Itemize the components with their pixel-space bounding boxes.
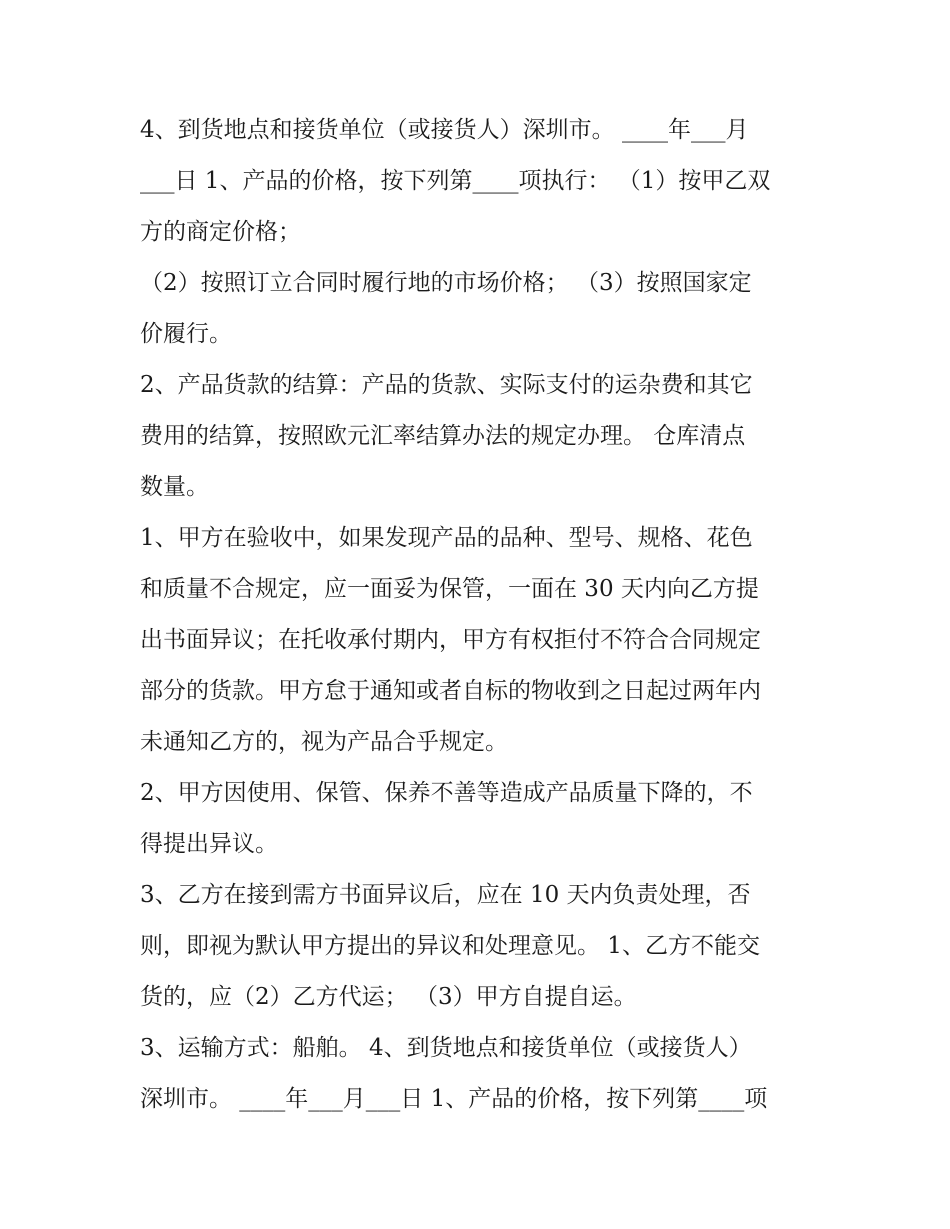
text-line: 费用的结算，按照欧元汇率结算办法的规定办理。 仓库清点 (140, 423, 746, 449)
text-line: ___日 1、产品的价格，按下列第____项执行： （1）按甲乙双 (140, 168, 771, 194)
text-line: 货的，应（2）乙方代运； （3）甲方自提自运。 (140, 984, 637, 1010)
text-line: 出书面异议；在托收承付期内，甲方有权拒付不符合合同规定 (140, 627, 761, 653)
text-line: 和质量不合规定，应一面妥为保管，一面在 30 天内向乙方提 (140, 576, 759, 602)
text-line: 未通知乙方的，视为产品合乎规定。 (140, 729, 508, 755)
text-line: 则，即视为默认甲方提出的异议和处理意见。 1、乙方不能交 (140, 933, 760, 959)
text-line: 方的商定价格； (140, 219, 301, 245)
text-line: 3、运输方式：船舶。 4、到货地点和接货单位（或接货人） (140, 1035, 752, 1061)
text-line: 数量。 (140, 474, 209, 500)
text-line: 1、甲方在验收中，如果发现产品的品种、型号、规格、花色 (140, 525, 753, 551)
document-body (140, 105, 820, 1125)
text-line: 3、乙方在接到需方书面异议后，应在 10 天内负责处理，否 (140, 882, 751, 908)
text-line: 部分的货款。甲方怠于通知或者自标的物收到之日起过两年内 (140, 678, 761, 704)
text-line: 2、产品货款的结算：产品的货款、实际支付的运杂费和其它 (140, 372, 753, 398)
text-line: 深圳市。 ____年___月___日 1、产品的价格，按下列第____项 (140, 1086, 768, 1112)
text-line: 价履行。 (140, 321, 232, 347)
text-line: （2）按照订立合同时履行地的市场价格； （3）按照国家定 (140, 270, 752, 296)
text-line: 4、到货地点和接货单位（或接货人）深圳市。 ____年___月 (140, 117, 749, 143)
text-line: 得提出异议。 (140, 831, 278, 857)
text-line: 2、甲方因使用、保管、保养不善等造成产品质量下降的，不 (140, 780, 753, 806)
